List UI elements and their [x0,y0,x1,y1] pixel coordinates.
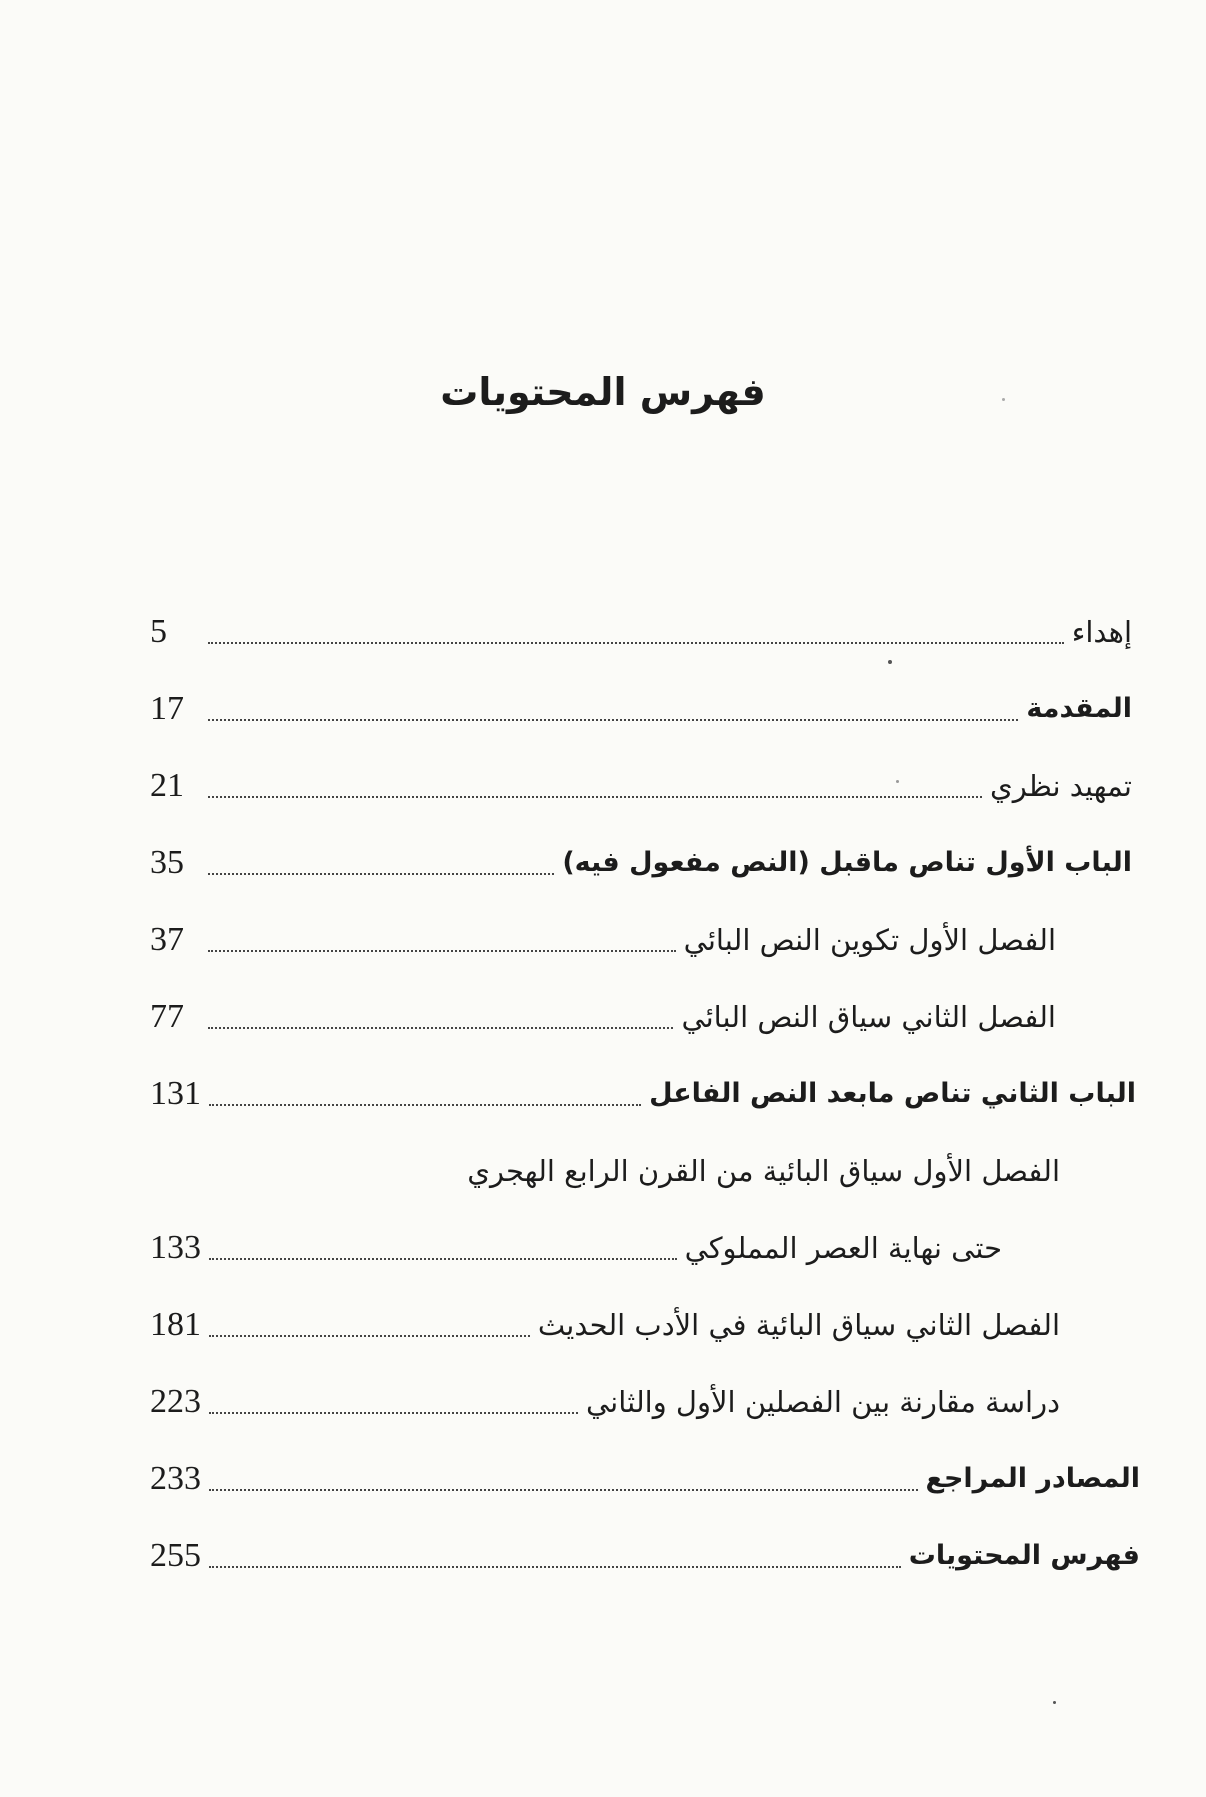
toc-entry-label: الفصل الثاني سياق البائية في الأدب الحديث [537,1308,1060,1342]
toc-page-number: 17 [150,690,184,727]
toc-page-number: 133 [150,1229,201,1266]
toc-entry-theoretical-preface [150,762,1132,810]
toc-page-number: 233 [150,1460,201,1497]
toc-leader-dots [209,1412,578,1414]
toc-leader-dots [208,642,1064,644]
toc-entry-label: المصادر المراجع [925,1463,1140,1494]
toc-entry-part-one-chapter-two [150,993,1056,1041]
toc-entry-part-one-chapter-one [150,916,1056,964]
toc-leader-dots [209,1258,677,1260]
toc-entry-part-two-chapter-one-line-one: الفصل الأول سياق البائية من القرن الرابع الهجري [467,1154,1060,1188]
toc-entry-part-two [150,1070,1136,1118]
toc-leader-dots [209,1489,918,1491]
toc-leader-dots [209,1104,641,1106]
toc-page-number: 35 [150,844,184,881]
toc-entry-contents [150,1532,1140,1580]
paper-speck [888,660,892,664]
toc-entry-part-one [150,839,1132,887]
toc-entry-part-two-chapter-one-line-two [150,1224,1002,1272]
toc-leader-dots [208,1027,673,1029]
toc-page-number: 21 [150,767,184,804]
toc-leader-dots [209,1566,901,1568]
toc-entry-label: فهرس المحتويات [908,1540,1140,1571]
toc-entry-label: حتى نهاية العصر المملوكي [684,1231,1002,1265]
toc-page-number: 37 [150,921,184,958]
toc-entry-label: الفصل الأول تكوين النص البائي [683,923,1056,957]
toc-entry-label: المقدمة [1026,693,1132,724]
page-title: فهرس المحتويات [440,370,766,414]
toc-entry-label: الباب الأول تناص ماقبل (النص مفعول فيه) [562,847,1132,878]
toc-entry-label: دراسة مقارنة بين الفصلين الأول والثاني [585,1385,1060,1419]
paper-speck [1053,1701,1056,1704]
toc-entry-part-two-chapter-two [150,1301,1060,1349]
toc-leader-dots [208,950,676,952]
paper-speck [1002,398,1005,401]
toc-entry-introduction [150,685,1132,733]
toc-entry-label: الفصل الثاني سياق النص البائي [681,1000,1056,1034]
toc-leader-dots [208,796,982,798]
toc-page-number: 181 [150,1306,201,1343]
toc-entry-label: إهداء [1071,615,1132,649]
toc-entry-label: الباب الثاني تناص مابعد النص الفاعل [649,1078,1136,1109]
toc-entry-references [150,1455,1140,1503]
toc-leader-dots [208,719,1018,721]
toc-entry-comparative-study [150,1378,1060,1426]
toc-page-number: 255 [150,1537,201,1574]
toc-page-number: 131 [150,1075,201,1112]
toc-page-number: 77 [150,998,184,1035]
toc-page-number: 5 [150,613,167,650]
paper-speck [896,780,899,783]
toc-entry-label: تمهيد نظري [990,769,1132,803]
toc-entry-dedication [150,608,1132,656]
toc-page-number: 223 [150,1383,201,1420]
toc-leader-dots [209,1335,530,1337]
toc-leader-dots [208,873,554,875]
